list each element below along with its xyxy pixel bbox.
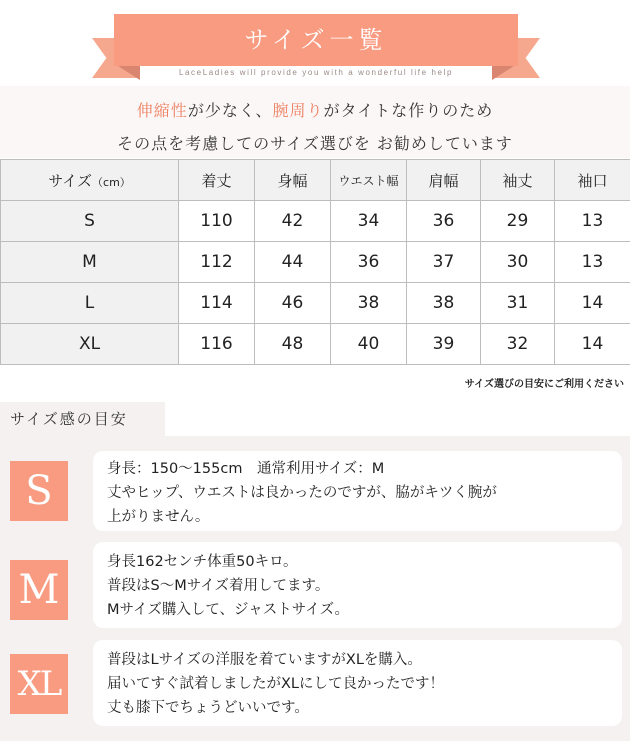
review-line: 上がりません。	[107, 509, 210, 525]
table-note: サイズ選びの目安にご利用ください	[464, 379, 624, 390]
intro-line-2: その点を考慮してのサイズ選びを お勧めしています	[117, 134, 513, 153]
review-line: 届いてすぐ試着しましたがXLにして良かったです！	[107, 676, 445, 692]
size-feel-panel	[0, 436, 630, 741]
table-cell: 48	[255, 324, 331, 365]
header-cuff: 袖口	[555, 160, 630, 201]
table-cell: 46	[255, 283, 331, 324]
row-size-label: XL	[1, 324, 179, 365]
table-cell: 30	[481, 242, 555, 283]
review-card	[93, 640, 622, 726]
header-size	[1, 160, 179, 201]
table-cell: 31	[481, 283, 555, 324]
title-banner	[0, 0, 630, 86]
row-size-label: M	[1, 242, 179, 283]
header-shoulder-width: 肩幅	[407, 160, 481, 201]
review-line: 丈も膝下でちょうどいいです。	[107, 700, 309, 716]
header-sleeve-length: 袖丈	[481, 160, 555, 201]
table-cell: 40	[331, 324, 407, 365]
table-cell: 13	[555, 201, 630, 242]
header-length: 着丈	[179, 160, 255, 201]
review-line: Mサイズ購入して、ジャストサイズ。	[107, 602, 350, 618]
header-size-label: サイズ	[48, 171, 93, 190]
table-cell: 38	[331, 283, 407, 324]
review-s	[0, 445, 630, 533]
row-size-label: S	[1, 201, 179, 242]
review-line: 身長162センチ体重50キロ。	[107, 554, 298, 570]
review-line: 普段はLサイズの洋服を着ていますがXLを購入。	[107, 652, 422, 668]
review-m	[0, 538, 630, 630]
intro-line-1	[0, 86, 630, 121]
table-cell: 36	[331, 242, 407, 283]
size-table	[0, 159, 630, 365]
table-row	[1, 283, 630, 324]
table-cell: 34	[331, 201, 407, 242]
header-waist-width: ウエスト幅	[331, 160, 407, 201]
table-cell: 39	[407, 324, 481, 365]
table-cell: 36	[407, 201, 481, 242]
review-xl	[0, 634, 630, 734]
table-cell: 13	[555, 242, 630, 283]
table-cell: 14	[555, 324, 630, 365]
intro-highlight-arm: 腕周り	[272, 101, 324, 120]
table-cell: 112	[179, 242, 255, 283]
table-cell: 32	[481, 324, 555, 365]
header-unit: （cm）	[92, 175, 131, 189]
size-badge-s: S	[10, 461, 68, 521]
row-size-label: L	[1, 283, 179, 324]
size-feel-label: サイズ感の目安	[0, 402, 165, 436]
header-body-width: 身幅	[255, 160, 331, 201]
table-cell: 116	[179, 324, 255, 365]
size-badge-xl: XL	[10, 654, 68, 714]
table-cell: 114	[179, 283, 255, 324]
table-cell: 29	[481, 201, 555, 242]
review-card	[93, 451, 622, 531]
table-row	[1, 324, 630, 365]
banner-tagline: LaceLadies will provide you with a wonderful life help	[178, 68, 454, 77]
table-cell: 44	[255, 242, 331, 283]
intro-text	[0, 86, 630, 158]
table-cell: 37	[407, 242, 481, 283]
intro-highlight-stretch: 伸縮性	[136, 101, 188, 120]
table-row	[1, 201, 630, 242]
table-header-row	[1, 160, 630, 201]
table-cell: 110	[179, 201, 255, 242]
table-cell: 42	[255, 201, 331, 242]
table-row	[1, 242, 630, 283]
table-cell: 38	[407, 283, 481, 324]
review-card	[93, 542, 622, 628]
intro-text-part: がタイトな作りのため	[323, 101, 494, 120]
review-line: 普段はS〜Mサイズ着用してます。	[107, 578, 330, 594]
review-line: 丈やヒップ、ウエストは良かったのですが、脇がキツく腕が	[107, 485, 497, 501]
intro-text-part: が少なく、	[187, 101, 273, 120]
table-cell: 14	[555, 283, 630, 324]
banner-title: サイズ一覧	[114, 14, 518, 66]
size-badge-m: M	[10, 560, 68, 620]
review-line: 身長：150〜155cm 通常利用サイズ：M	[107, 461, 385, 477]
